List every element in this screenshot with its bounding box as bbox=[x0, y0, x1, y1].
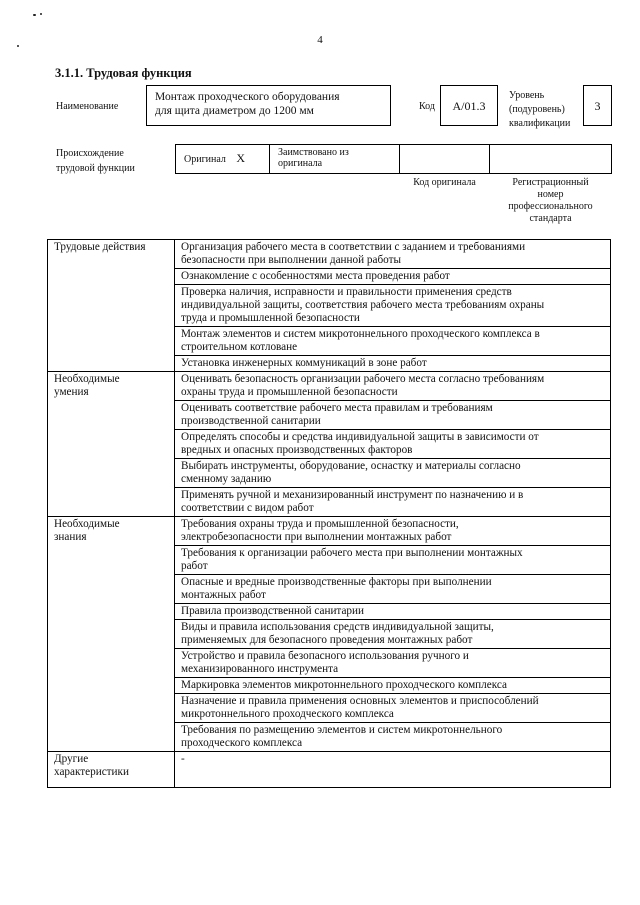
naimenovanie-value-box bbox=[146, 85, 391, 126]
cell-line: индивидуальной защиты, соответствия рабочего места требованиям охраны bbox=[181, 299, 545, 311]
category-label: характеристики bbox=[54, 766, 129, 778]
cell-line: Виды и правила использования средств индивидуальной защиты, bbox=[181, 621, 494, 633]
cell-line: проходческого комплекса bbox=[181, 737, 303, 749]
original-cell bbox=[175, 144, 270, 174]
table-cell bbox=[175, 327, 611, 356]
cell-line: сменному заданию bbox=[181, 473, 272, 485]
table-cell bbox=[175, 488, 611, 517]
cell-line: Оценивать соответствие рабочего места правилам и требованиям bbox=[181, 402, 493, 414]
table-cell bbox=[175, 620, 611, 649]
cell-line: электробезопасности при выполнении монтажных работ bbox=[181, 531, 452, 543]
table-cell bbox=[175, 285, 611, 327]
table-cell bbox=[175, 694, 611, 723]
zaimstvovano-cell bbox=[269, 144, 400, 174]
reg-nomer-cell bbox=[489, 144, 612, 174]
cell-line: Требования к организации рабочего места при выполнении монтажных bbox=[181, 547, 523, 559]
table-cell bbox=[175, 269, 611, 285]
cell-line: применяемых для безопасного проведения монтажных работ bbox=[181, 634, 473, 646]
cell-line: - bbox=[181, 753, 185, 765]
reg-nomer-caption-line: профессионального bbox=[508, 201, 593, 212]
cell-line: вредных и опасных производственных факторов bbox=[181, 444, 413, 456]
table-row bbox=[48, 240, 611, 269]
kod-value-box bbox=[440, 85, 498, 126]
zaimstvovano-line: оригинала bbox=[278, 158, 323, 169]
category-label: Необходимые bbox=[54, 518, 120, 530]
naimenovanie-label: Наименование bbox=[56, 101, 119, 112]
cell-line: охраны труда и промышленной безопасности bbox=[181, 386, 398, 398]
cell-line: монтажных работ bbox=[181, 589, 266, 601]
cell-line: производственной санитарии bbox=[181, 415, 321, 427]
cell-line: Требования по размещению элементов и систем микротоннельного bbox=[181, 724, 503, 736]
original-mark: X bbox=[236, 151, 246, 165]
table-cell bbox=[175, 604, 611, 620]
cell-line: работ bbox=[181, 560, 208, 572]
uroven-label-line: (подуровень) bbox=[509, 104, 565, 115]
table-cell bbox=[175, 517, 611, 546]
proiskhozhdenie-label-line: трудовой функции bbox=[56, 163, 135, 174]
table-cell bbox=[175, 678, 611, 694]
naimenovanie-value-line: для щита диаметром до 1200 мм bbox=[155, 105, 314, 117]
original-label: Оригинал bbox=[184, 154, 226, 165]
table-cell bbox=[175, 459, 611, 488]
cell-line: механизированного инструмента bbox=[181, 663, 339, 675]
table-row bbox=[48, 752, 611, 788]
uroven-value: 3 bbox=[594, 99, 601, 113]
cell-line: микротоннельного проходческого комплекса bbox=[181, 708, 394, 720]
cell-line: Определять способы и средства индивидуальной защиты в зависимости от bbox=[181, 431, 539, 443]
cell-line: строительном котловане bbox=[181, 341, 298, 353]
category-label: Другие bbox=[54, 753, 89, 765]
reg-nomer-caption-line: Регистрационный bbox=[512, 177, 589, 188]
zaimstvovano-line: Заимствовано из bbox=[278, 147, 349, 158]
cell-line: Ознакомление с особенностями места проведения работ bbox=[181, 270, 450, 282]
cell-line: Применять ручной и механизированный инструмент по назначению и в bbox=[181, 489, 524, 501]
scan-speck bbox=[33, 14, 36, 16]
scan-speck bbox=[40, 13, 42, 15]
table-cell bbox=[175, 575, 611, 604]
proiskhozhdenie-label bbox=[56, 146, 135, 176]
table-cell bbox=[175, 752, 611, 788]
cell-line: Оценивать безопасность организации рабочего места согласно требованиям bbox=[181, 373, 545, 385]
cell-line: Организация рабочего места в соответствии с заданием и требованиями bbox=[181, 241, 526, 253]
table-cell bbox=[175, 372, 611, 401]
cell-line: Монтаж элементов и систем микротоннельного проходческого комплекса в bbox=[181, 328, 540, 340]
reg-nomer-caption-line: номер bbox=[537, 189, 564, 200]
proiskhozhdenie-label-line: Происхождение bbox=[56, 148, 124, 159]
kod-label: Код bbox=[419, 101, 435, 112]
category-label: знания bbox=[54, 531, 87, 543]
table-cell bbox=[175, 546, 611, 575]
cell-line: труда и промышленной безопасности bbox=[181, 312, 360, 324]
cell-line: безопасности при выполнении данной работы bbox=[181, 254, 402, 266]
function-table bbox=[47, 239, 611, 788]
category-label: Необходимые bbox=[54, 373, 120, 385]
cell-line: Опасные и вредные производственные факторы при выполнении bbox=[181, 576, 492, 588]
table-cell bbox=[175, 240, 611, 269]
cell-line: Назначение и правила применения основных элементов и приспособлений bbox=[181, 695, 539, 707]
page-number: 4 bbox=[317, 34, 323, 46]
category-cell bbox=[48, 517, 175, 752]
kod-originala-cell bbox=[399, 144, 490, 174]
cell-line: Установка инженерных коммуникаций в зоне работ bbox=[181, 357, 427, 369]
cell-line: соответствии с видом работ bbox=[181, 502, 314, 514]
cell-line: Правила производственной санитарии bbox=[181, 605, 364, 617]
cell-line: Выбирать инструменты, оборудование, оснастку и материалы согласно bbox=[181, 460, 521, 472]
cell-line: Устройство и правила безопасного использования ручного и bbox=[181, 650, 469, 662]
reg-nomer-caption bbox=[489, 177, 612, 225]
uroven-value-box bbox=[583, 85, 612, 126]
reg-nomer-caption-line: стандарта bbox=[529, 213, 572, 224]
category-cell bbox=[48, 752, 175, 788]
uroven-label-line: квалификации bbox=[509, 118, 571, 129]
table-cell bbox=[175, 430, 611, 459]
uroven-label bbox=[509, 89, 570, 131]
cell-line: Проверка наличия, исправности и правильности применения средств bbox=[181, 286, 512, 298]
table-cell bbox=[175, 723, 611, 752]
uroven-label-line: Уровень bbox=[509, 90, 545, 101]
category-label: Трудовые действия bbox=[54, 241, 146, 253]
kod-value: А/01.3 bbox=[452, 99, 486, 113]
table-cell bbox=[175, 649, 611, 678]
cell-line: Маркировка элементов микротоннельного проходческого комплекса bbox=[181, 679, 507, 691]
table-cell bbox=[175, 356, 611, 372]
cell-line: Требования охраны труда и промышленной безопасности, bbox=[181, 518, 459, 530]
kod-originala-caption: Код оригинала bbox=[413, 177, 476, 188]
table-row bbox=[48, 372, 611, 401]
section-title: 3.1.1. Трудовая функция bbox=[55, 66, 192, 80]
table-cell bbox=[175, 401, 611, 430]
category-label: умения bbox=[54, 386, 89, 398]
naimenovanie-value-line: Монтаж проходческого оборудования bbox=[155, 91, 340, 103]
category-cell bbox=[48, 372, 175, 517]
table-row bbox=[48, 517, 611, 546]
category-cell bbox=[48, 240, 175, 372]
